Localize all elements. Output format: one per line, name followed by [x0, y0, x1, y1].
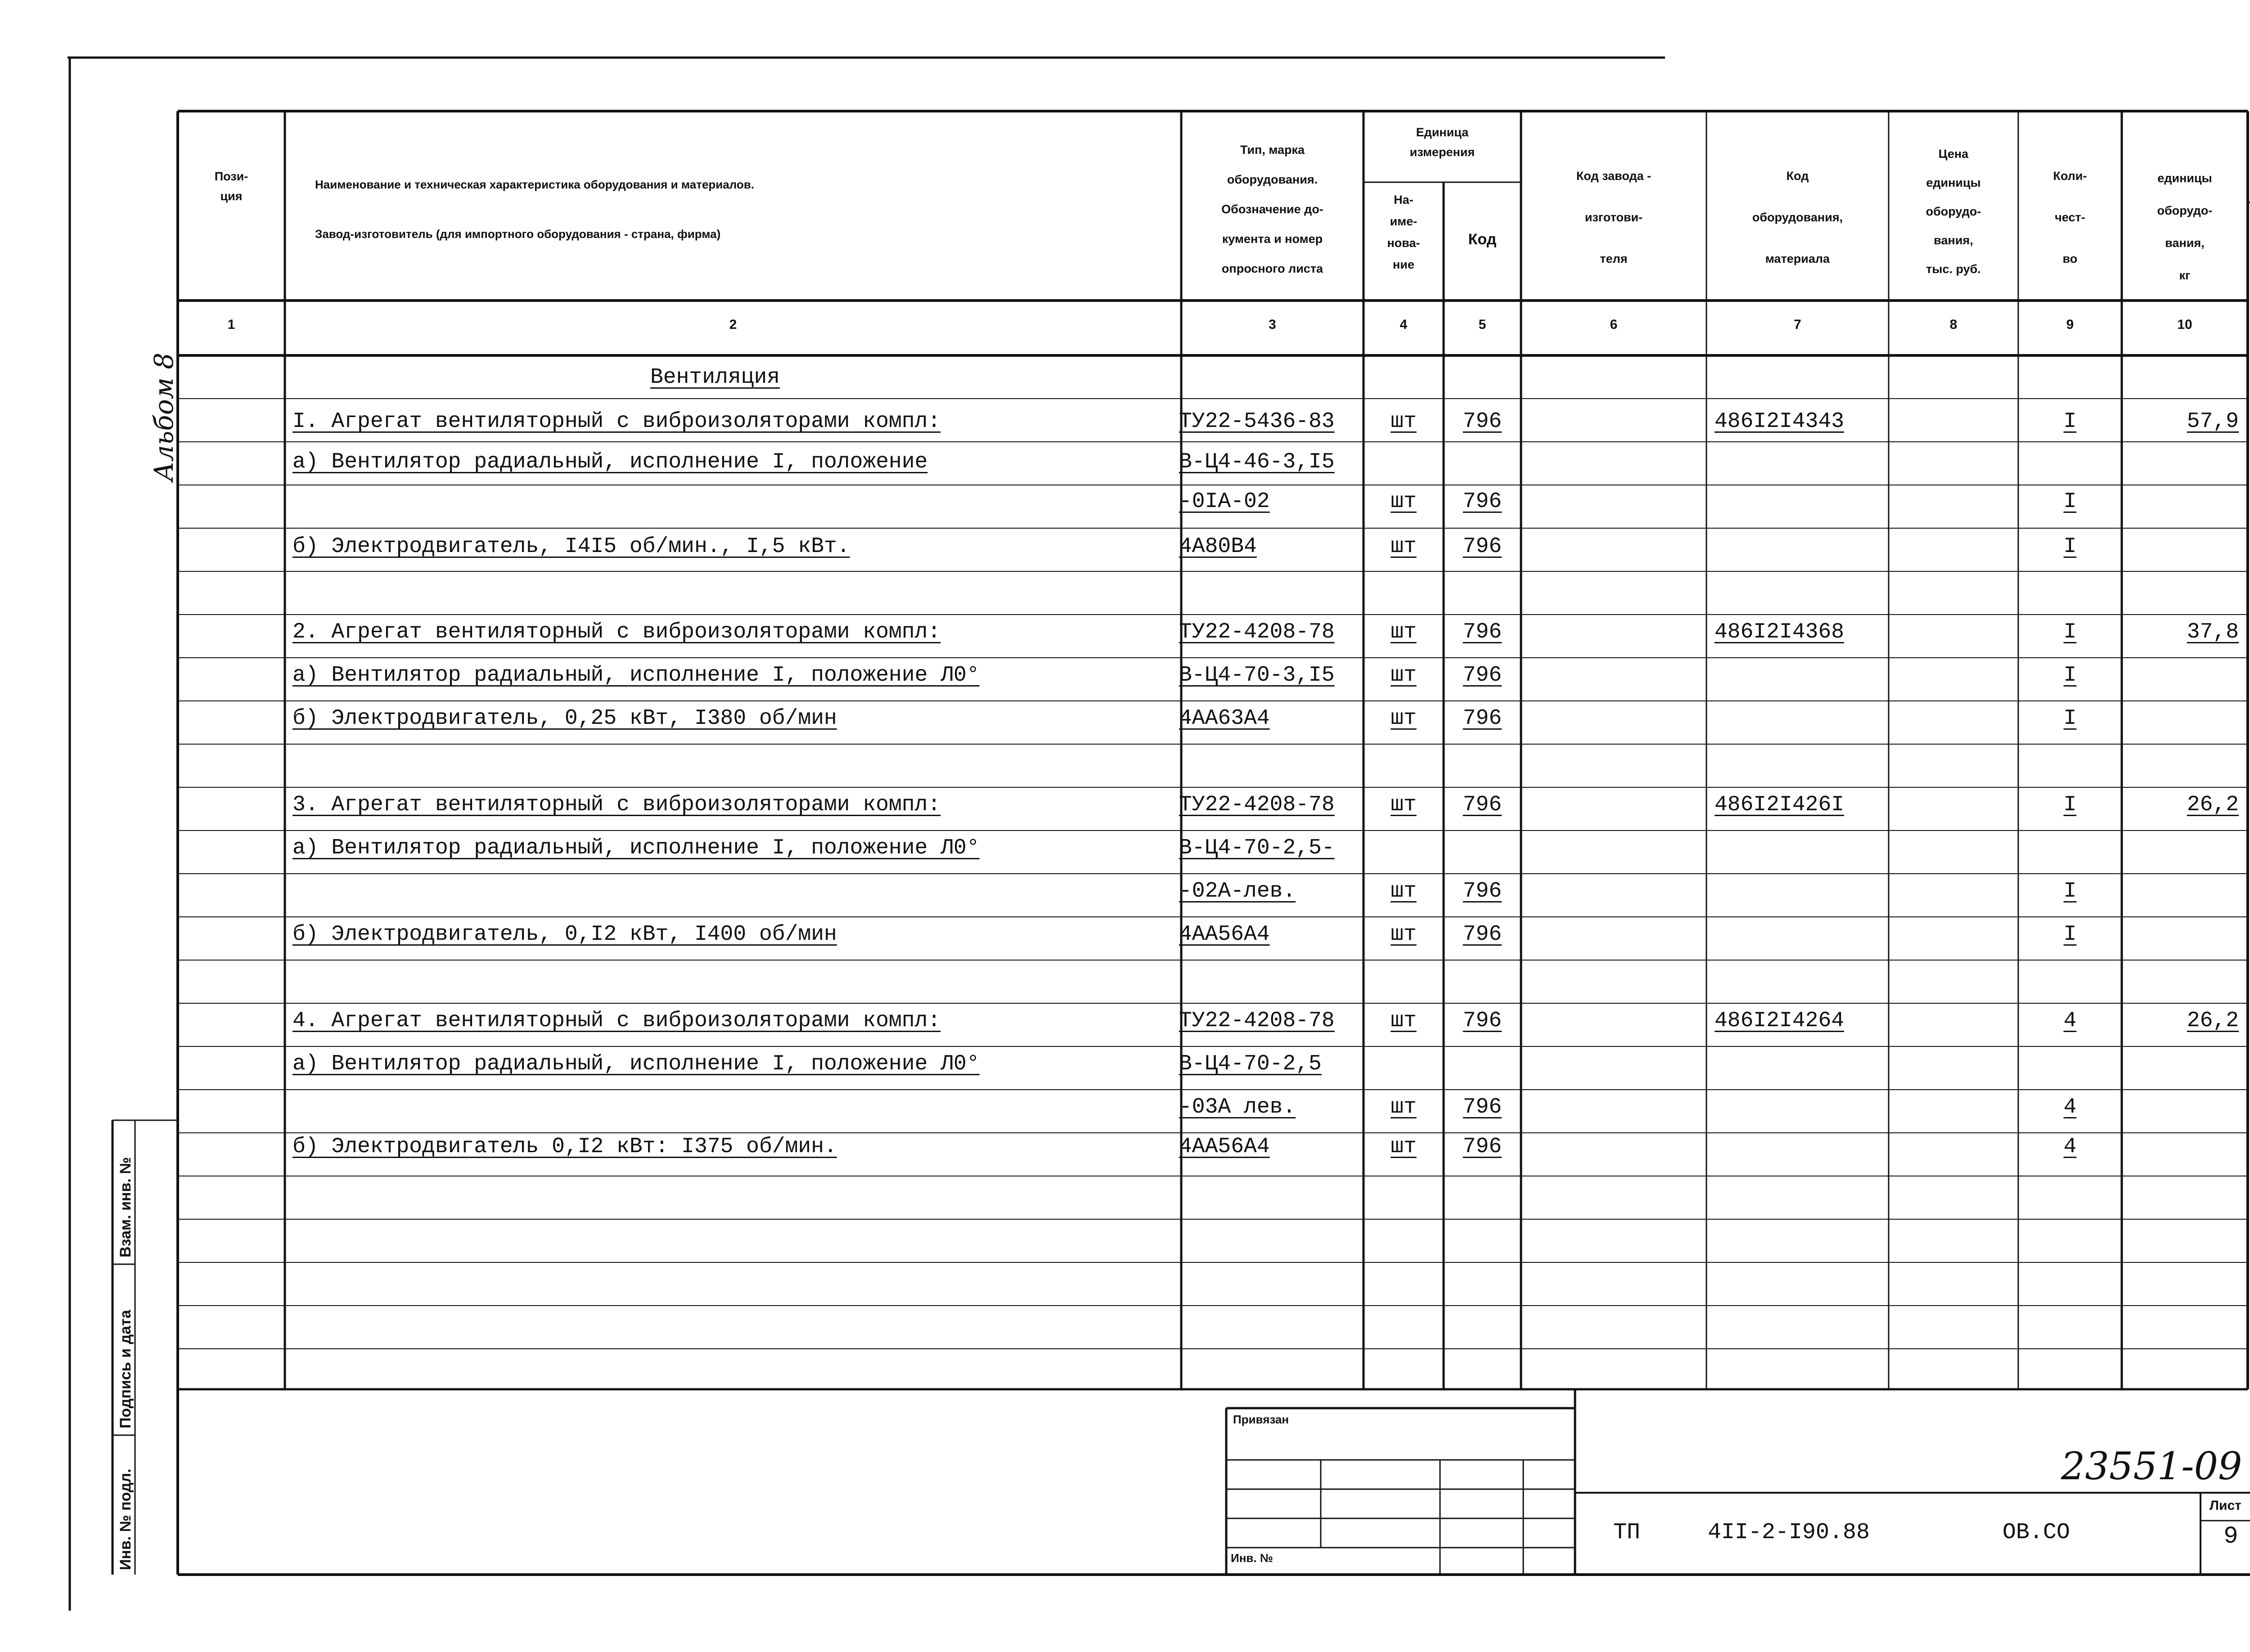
- title-tp: ТП: [1613, 1520, 1641, 1545]
- cell-type: 4АА56А4: [1179, 922, 1270, 947]
- column-number-2: 2: [729, 317, 737, 332]
- header-position: Пози- ция: [214, 170, 248, 203]
- cell-name: б) Электродвигатель, 0,I2 кВт, I400 об/мин: [292, 922, 837, 947]
- cell-name: I. Агрегат вентиляторный с виброизоляторами компл:: [292, 409, 941, 434]
- cell-name: б) Электродвигатель 0,I2 кВт: I375 об/мин.: [292, 1135, 837, 1159]
- cell-unit-code: 796: [1462, 534, 1502, 559]
- title-privyazan: Привязан: [1233, 1413, 1289, 1426]
- header-type: Тип, марка оборудования. Обозначение до- кумента и номер опросного листа: [1221, 143, 1323, 275]
- cell-unit-code: 796: [1462, 1009, 1502, 1033]
- cell-mass: 57,9: [2187, 409, 2239, 434]
- cell-quantity: I: [2063, 489, 2077, 514]
- cell-unit-code: 796: [1462, 1095, 1502, 1119]
- cell-name: 2. Агрегат вентиляторный с виброизоляторами компл:: [292, 620, 941, 644]
- cell-unit-code: 796: [1462, 663, 1502, 687]
- column-number-8: 8: [1949, 317, 1958, 332]
- title-sheet-number: 9: [2223, 1523, 2238, 1550]
- cell-unit: шт: [1390, 409, 1417, 434]
- cell-quantity: 4: [2063, 1135, 2077, 1159]
- header-unit-name: На- име- нова- ние: [1387, 193, 1420, 271]
- cell-quantity: I: [2063, 663, 2077, 687]
- cell-unit-code: 796: [1462, 620, 1502, 644]
- cell-type: 4АА56А4: [1179, 1135, 1270, 1159]
- cell-quantity: 4: [2063, 1095, 2077, 1119]
- cell-quantity: I: [2063, 534, 2077, 559]
- cell-equip-code: 486I2I4343: [1714, 409, 1845, 434]
- column-number-6: 6: [1610, 317, 1618, 332]
- stamp-podpis-data: Подпись и дата: [117, 1310, 134, 1428]
- cell-unit: шт: [1390, 922, 1417, 947]
- header-unit-group: Единица измерения: [1409, 126, 1475, 159]
- cell-unit: шт: [1390, 489, 1417, 514]
- column-number-7: 7: [1794, 317, 1801, 332]
- column-number-4: 4: [1400, 317, 1408, 332]
- cell-mass: 26,2: [2187, 793, 2239, 817]
- cell-unit-code: 796: [1462, 489, 1502, 514]
- stamp-inv-podl: Инв. № подл.: [117, 1468, 134, 1570]
- cell-type: В-Ц4-70-2,5: [1179, 1052, 1322, 1076]
- title-section-code: ОВ.СО: [2002, 1520, 2070, 1545]
- cell-unit-code: 796: [1462, 1135, 1502, 1159]
- cell-type: ТУ22-5436-83: [1179, 409, 1335, 434]
- column-number-9: 9: [2066, 317, 2074, 332]
- album-note: Альбом 8: [148, 352, 179, 481]
- cell-type: 4А80В4: [1179, 534, 1257, 559]
- header-unit-code: Код: [1468, 231, 1497, 248]
- column-number-1: 1: [227, 317, 235, 332]
- cell-name: б) Электродвигатель, 0,25 кВт, I380 об/мин: [292, 706, 837, 731]
- cell-unit-code: 796: [1462, 793, 1502, 817]
- cell-type: -03А лев.: [1179, 1095, 1296, 1119]
- cell-quantity: I: [2063, 879, 2077, 903]
- header-name: Наименование и техническая характеристика оборудования и материалов. Завод-изготовитель (для импортного оборудования - страна, фирма): [315, 178, 755, 241]
- cell-equip-code: 486I2I426I: [1714, 793, 1845, 817]
- cell-equip-code: 486I2I4264: [1714, 1009, 1845, 1033]
- header-price: Цена единицы оборудо- вания, тыс. руб.: [1926, 147, 1981, 276]
- cell-name: а) Вентилятор радиальный, исполнение I, положение Л0°: [292, 836, 980, 860]
- cell-unit: шт: [1390, 1095, 1417, 1119]
- column-number-10: 10: [2177, 317, 2192, 332]
- cell-unit: шт: [1390, 534, 1417, 559]
- column-number-3: 3: [1269, 317, 1276, 332]
- cell-unit: шт: [1390, 620, 1417, 644]
- cell-quantity: I: [2063, 409, 2077, 434]
- cell-unit-code: 796: [1462, 706, 1502, 731]
- cell-name: а) Вентилятор радиальный, исполнение I, положение: [292, 450, 928, 474]
- cell-name: а) Вентилятор радиальный, исполнение I, положение Л0°: [292, 1052, 980, 1076]
- cell-quantity: I: [2063, 620, 2077, 644]
- title-sheet-label: Лист: [2210, 1498, 2241, 1513]
- column-number-5: 5: [1478, 317, 1486, 332]
- cell-type: ТУ22-4208-78: [1179, 1009, 1335, 1033]
- handwritten-document-number: 23551-09: [2061, 1444, 2242, 1488]
- cell-unit: шт: [1390, 1135, 1417, 1159]
- header-mass: единицы оборудо- вания, кг: [2157, 171, 2213, 282]
- cell-equip-code: 486I2I4368: [1714, 620, 1845, 644]
- cell-type: -02А-лев.: [1179, 879, 1296, 903]
- section-title: Вентиляция: [650, 365, 780, 390]
- cell-unit-code: 796: [1462, 879, 1502, 903]
- cell-unit: шт: [1390, 1009, 1417, 1033]
- header-equip-code: Код оборудования, материала: [1752, 169, 1843, 265]
- cell-unit: шт: [1390, 706, 1417, 731]
- stamp-vzam-inv: Взам. инв. №: [117, 1157, 134, 1257]
- cell-unit-code: 796: [1462, 409, 1502, 434]
- cell-mass: 37,8: [2187, 620, 2239, 644]
- cell-type: В-Ц4-70-3,I5: [1179, 663, 1335, 687]
- cell-quantity: I: [2063, 706, 2077, 731]
- cell-quantity: 4: [2063, 1009, 2077, 1033]
- cell-unit: шт: [1390, 793, 1417, 817]
- cell-unit-code: 796: [1462, 922, 1502, 947]
- header-quantity: Коли- чест- во: [2053, 169, 2087, 265]
- cell-name: 4. Агрегат вентиляторный с виброизоляторами компл:: [292, 1009, 941, 1033]
- cell-unit: шт: [1390, 879, 1417, 903]
- title-project-number: 4II-2-I90.88: [1708, 1520, 1870, 1545]
- cell-type: -0IA-02: [1179, 489, 1270, 514]
- title-inv-no: Инв. №: [1231, 1551, 1273, 1565]
- cell-quantity: I: [2063, 793, 2077, 817]
- cell-name: а) Вентилятор радиальный, исполнение I, положение Л0°: [292, 663, 980, 687]
- cell-quantity: I: [2063, 922, 2077, 947]
- cell-type: ТУ22-4208-78: [1179, 620, 1335, 644]
- cell-unit: шт: [1390, 663, 1417, 687]
- header-factory-code: Код завода - изготови- теля: [1576, 169, 1652, 265]
- cell-type: В-Ц4-46-3,I5: [1179, 450, 1335, 474]
- cell-mass: 26,2: [2187, 1009, 2239, 1033]
- cell-type: 4АА63А4: [1179, 706, 1270, 731]
- cell-type: В-Ц4-70-2,5-: [1179, 836, 1335, 860]
- cell-name: б) Электродвигатель, I4I5 об/мин., I,5 кВт.: [292, 534, 850, 559]
- cell-type: ТУ22-4208-78: [1179, 793, 1335, 817]
- cell-name: 3. Агрегат вентиляторный с виброизоляторами компл:: [292, 793, 941, 817]
